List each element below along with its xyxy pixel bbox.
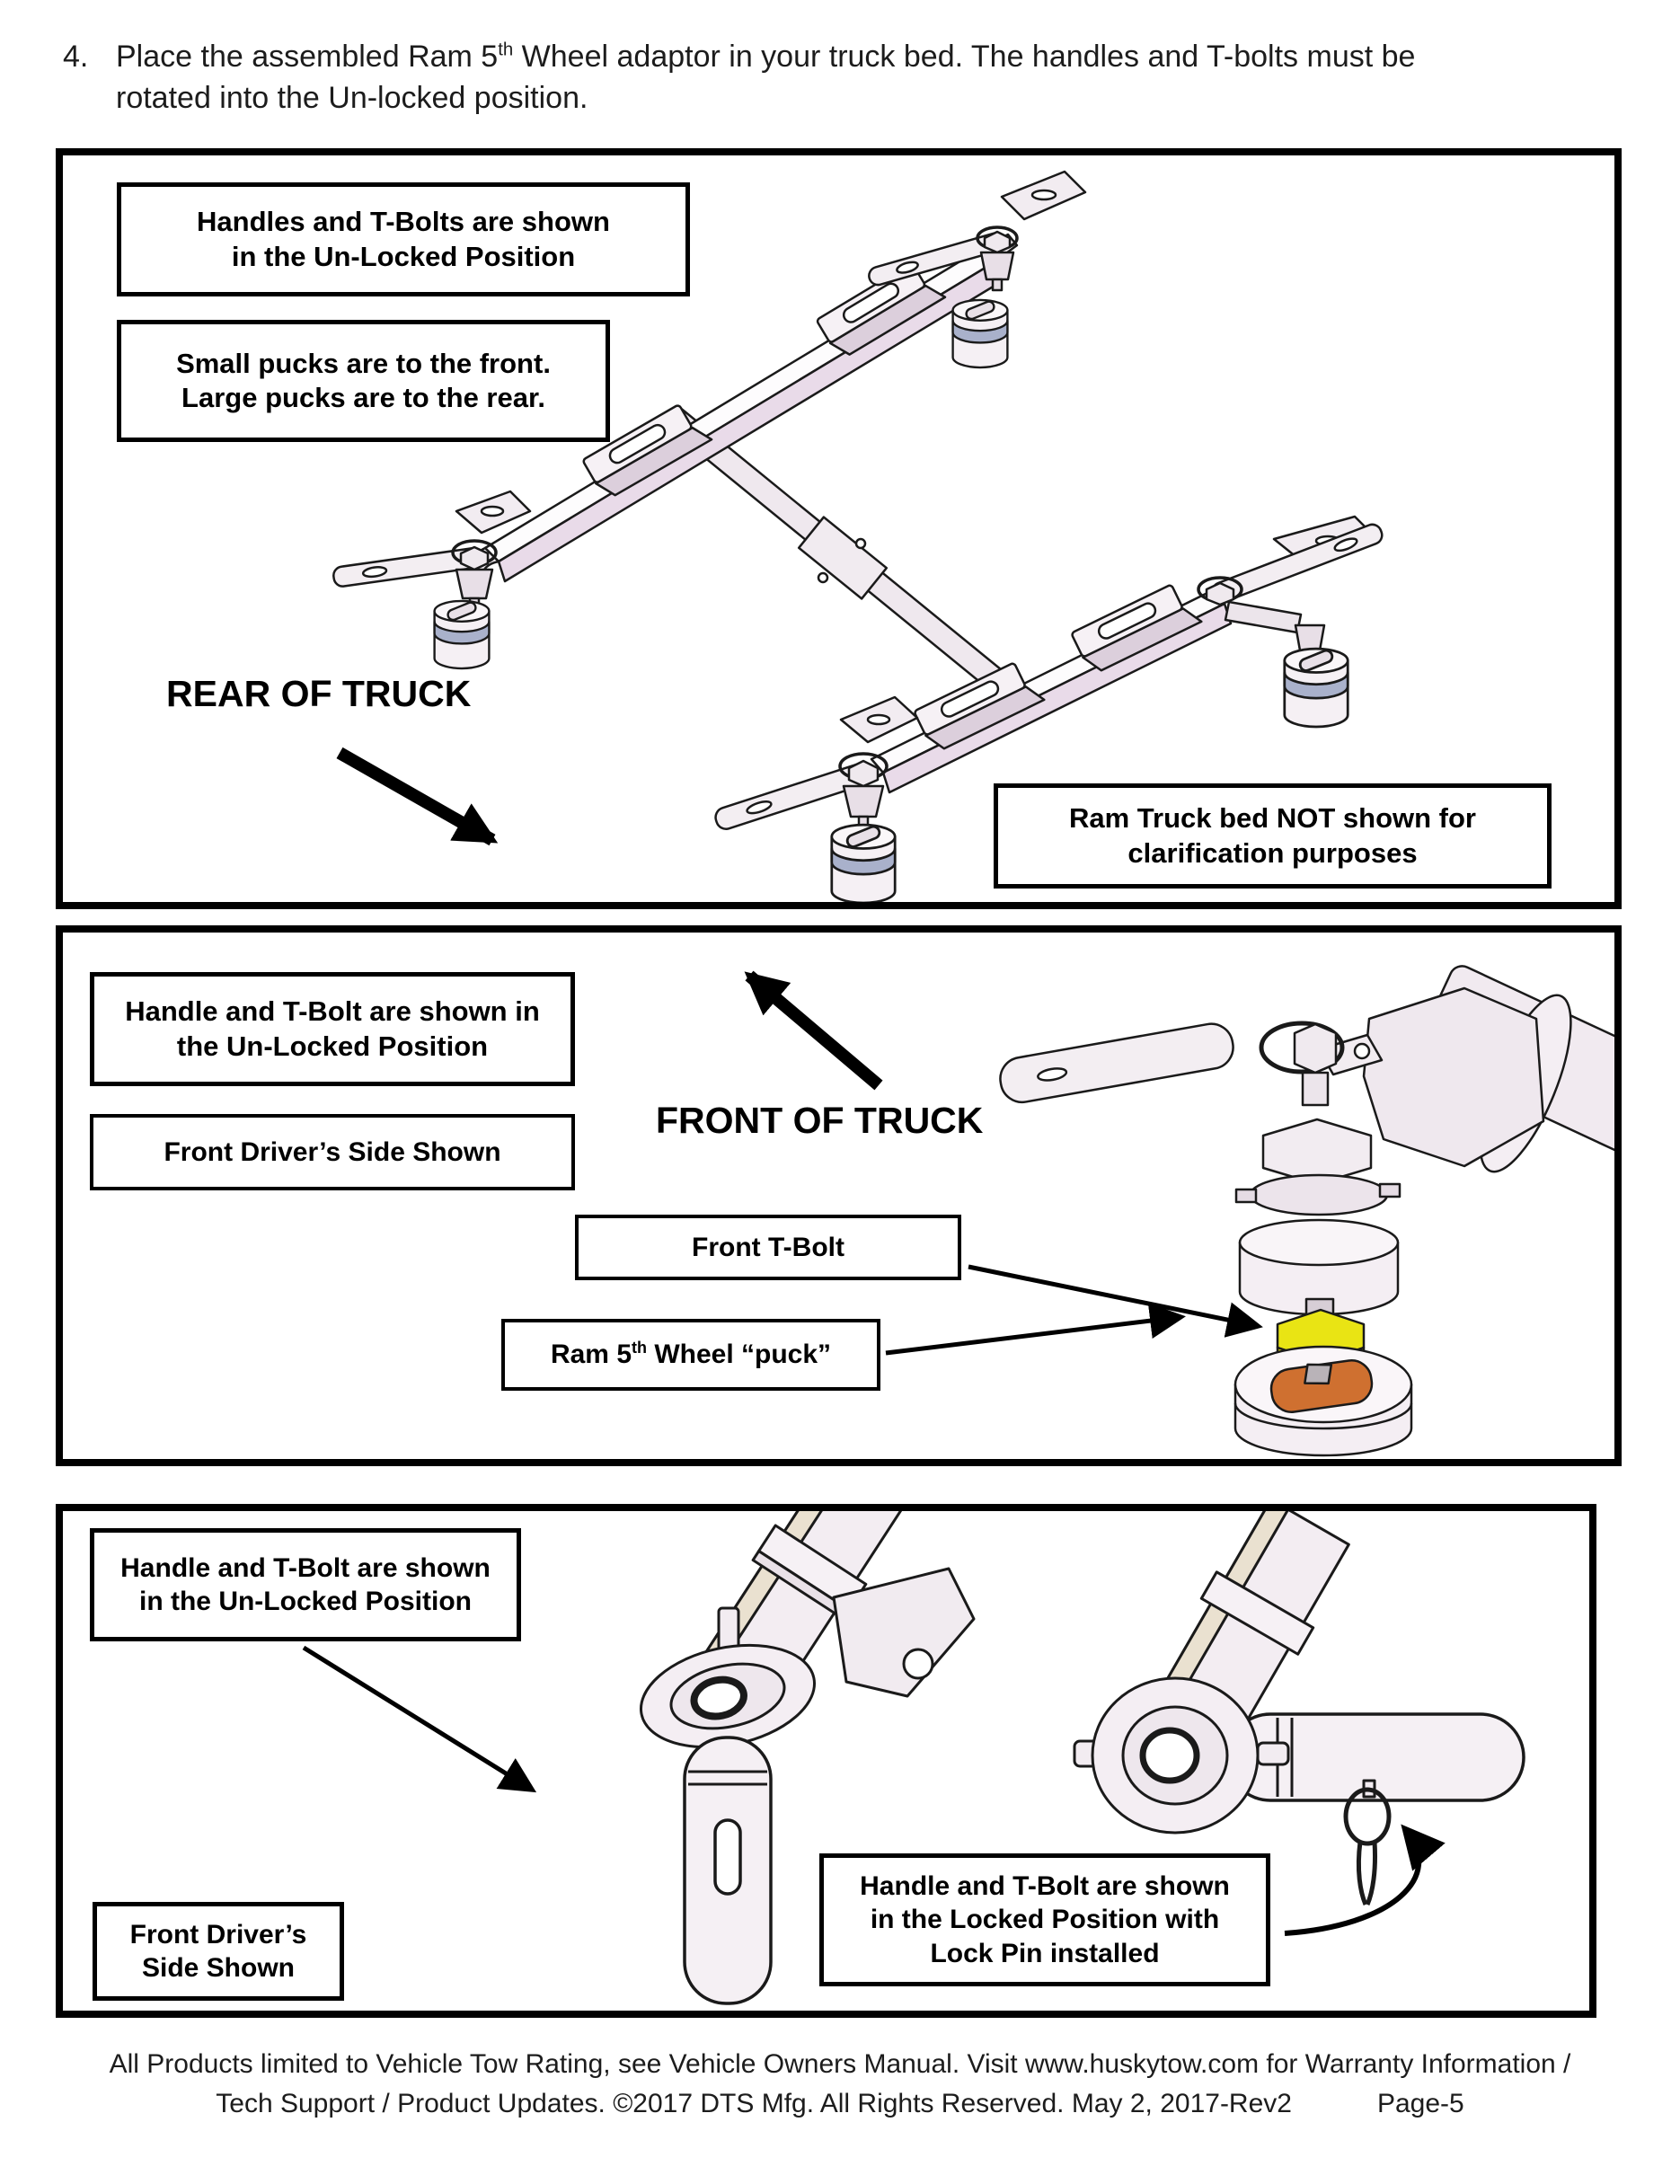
- rear-of-truck-arrow: [340, 753, 492, 840]
- handle-down: [685, 1737, 771, 2003]
- step-instruction: [63, 36, 1415, 119]
- front-of-truck-label: FRONT OF TRUCK: [656, 1100, 984, 1141]
- unlocked-callout-leader-arrow: [304, 1648, 532, 1790]
- callout-front-driver-side: Front Driver’s Side Shown: [90, 1114, 575, 1190]
- front-of-truck-arrow: [749, 976, 879, 1085]
- ram-puck: [1235, 1347, 1411, 1455]
- callout-handle-unlocked: Handle and T-Bolt are shown in the Un-Locked Position: [90, 972, 575, 1086]
- corner-rear-right: [1198, 517, 1384, 650]
- figure-panel-handle-positions: [56, 1504, 1596, 2018]
- puck-label-arrow: [886, 1317, 1180, 1353]
- front-tbolt-arrow: [968, 1267, 1258, 1326]
- footer-note: [0, 2045, 1680, 2124]
- footer-line-2: Tech Support / Product Updates. ©2017 DTS Mfg. All Rights Reserved. May 2, 2017-Rev2 Page-5: [0, 2084, 1680, 2124]
- callout-truck-bed-note: Ram Truck bed NOT shown for clarification purposes: [994, 783, 1552, 889]
- spacer-cylinder: [1240, 1220, 1398, 1315]
- callout-front-tbolt: Front T-Bolt: [575, 1215, 961, 1280]
- lock-pin-arrow: [1285, 1829, 1419, 1933]
- callout-handle-locked: Handle and T-Bolt are shown in the Locked Position with Lock Pin installed: [819, 1853, 1270, 1986]
- callout-ram-puck: [501, 1319, 880, 1391]
- footer-line-1: All Products limited to Vehicle Tow Rating, see Vehicle Owners Manual. Visit www.huskytow.com for Warranty Information /: [109, 2049, 1571, 2079]
- callout-puck-sizes: Small pucks are to the front. Large pucks are to the rear.: [117, 320, 610, 442]
- page-number: Page-5: [1376, 2089, 1464, 2118]
- rear-of-truck-label: REAR OF TRUCK: [166, 673, 472, 714]
- callout-front-driver-side-3: Front Driver’s Side Shown: [93, 1902, 344, 2001]
- handle-bar: [997, 1021, 1237, 1106]
- step-line-1: 4. Place the assembled Ram 5th Wheel adaptor in your truck bed. The handles and T-bolts must be: [63, 36, 1415, 77]
- ordinal-superscript: th: [498, 40, 514, 60]
- callout-handles-unlocked: Handles and T-Bolts are shown in the Un-Locked Position: [117, 182, 690, 296]
- figure-panel-tbolt-closeup: [56, 925, 1622, 1466]
- handle-locked-drawing: [1074, 1511, 1524, 1905]
- step-line-2: rotated into the Un-locked position.: [116, 81, 588, 115]
- figure-panel-frame-overview: [56, 148, 1622, 909]
- step-number: 4.: [63, 40, 89, 74]
- corner-rear-left: [713, 697, 917, 832]
- ram-puck-label: Ram 5th Wheel “puck”: [550, 1339, 832, 1370]
- callout-handle-unlocked-3: Handle and T-Bolt are shown in the Un-Locked Position: [90, 1528, 521, 1641]
